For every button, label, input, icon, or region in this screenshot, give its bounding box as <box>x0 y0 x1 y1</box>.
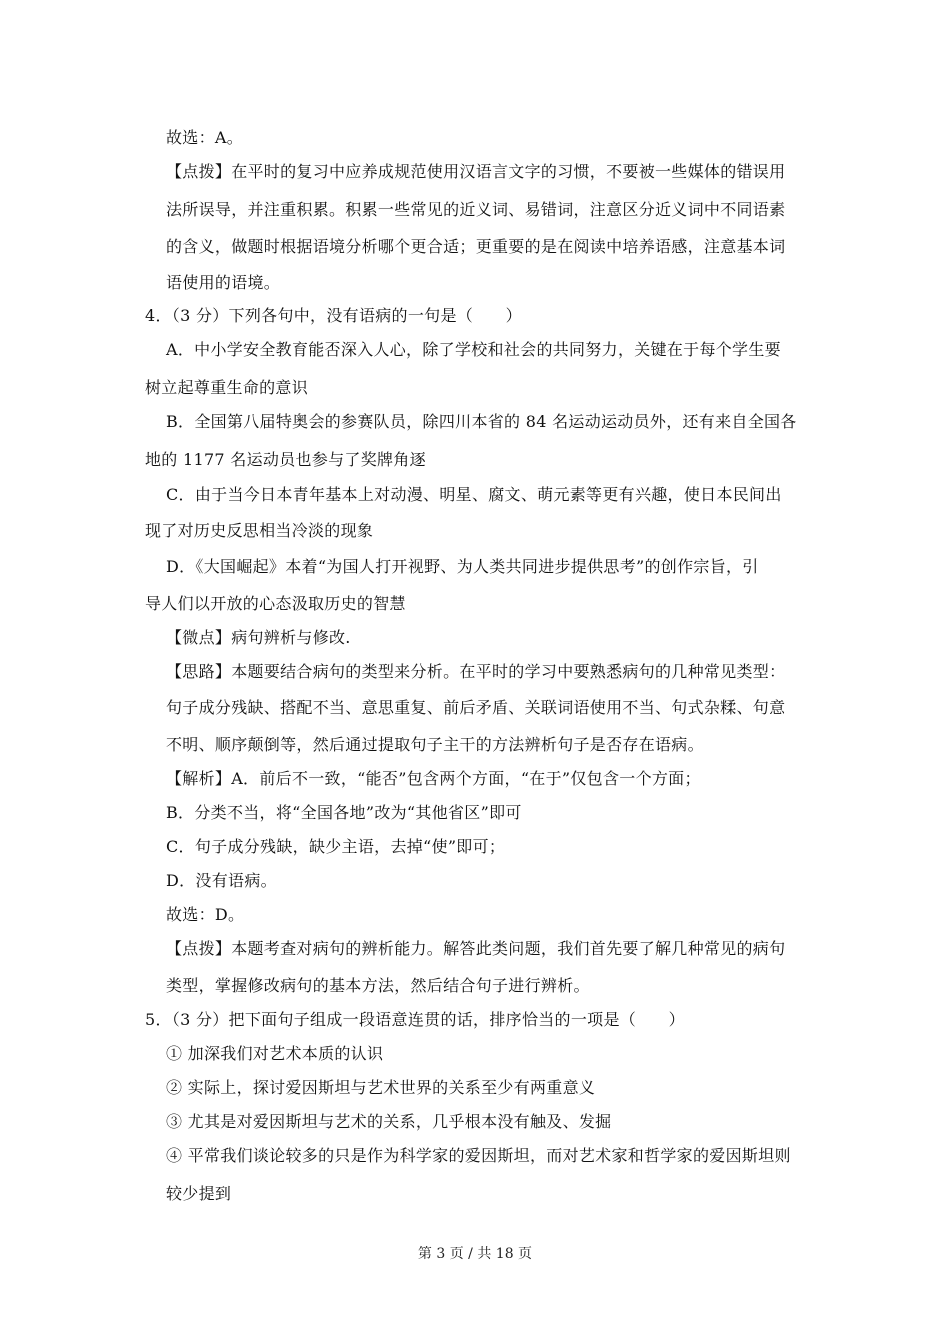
jiexi-line: B．分类不当，将“全国各地”改为“其他省区”即可 <box>166 803 522 822</box>
silu-line: 句子成分残缺、搭配不当、意思重复、前后矛盾、关联词语使用不当、句式杂糅、句意 <box>166 698 786 717</box>
jiexi-line: D．没有语病。 <box>166 871 277 890</box>
jiexi-line: C．句子成分残缺，缺少主语，去掉“使”即可； <box>166 837 506 856</box>
question-5-stem: 5．（3 分）把下面句子组成一段语意连贯的话，排序恰当的一项是（ ） <box>145 1010 685 1029</box>
tip-line: 语使用的语境。 <box>166 273 281 292</box>
sentence-2: ② 实际上，探讨爱因斯坦与艺术世界的关系至少有两重意义 <box>166 1078 596 1097</box>
answer-line: 故选：D。 <box>166 905 245 924</box>
page-footer: 第 3 页 / 共 18 页 <box>417 1246 533 1262</box>
option-a-cont: 树立起尊重生命的意识 <box>145 378 309 397</box>
tip-line: 类型，掌握修改病句的基本方法，然后结合句子进行辨析。 <box>166 976 590 995</box>
option-d-cont: 导人们以开放的心态汲取历史的智慧 <box>145 594 406 613</box>
jiexi-line: 【解析】A．前后不一致，“能否”包含两个方面，“在于”仅包含一个方面； <box>166 769 701 788</box>
tip-line: 法所误导，并注重积累。积累一些常见的近义词、易错词，注意区分近义词中不同语素 <box>166 200 786 219</box>
sentence-4-cont: 较少提到 <box>166 1184 232 1203</box>
option-d: D．《大国崛起》本着“为国人打开视野、为人类共同进步提供思考”的创作宗旨，引 <box>166 557 759 576</box>
silu-line: 【思路】本题要结合病句的类型来分析。在平时的学习中要熟悉病句的几种常见类型： <box>166 662 786 681</box>
sentence-3: ③ 尤其是对爱因斯坦与艺术的关系，几乎根本没有触及、发掘 <box>166 1112 612 1131</box>
silu-line: 不明、顺序颠倒等，然后通过提取句子主干的方法辨析句子是否存在语病。 <box>166 735 704 754</box>
sentence-4: ④ 平常我们谈论较多的只是作为科学家的爱因斯坦，而对艺术家和哲学家的爱因斯坦则 <box>166 1146 791 1165</box>
option-b-cont: 地的 1177 名运动员也参与了奖牌角逐 <box>145 450 426 469</box>
option-c-cont: 现了对历史反思相当冷淡的现象 <box>145 521 374 540</box>
tip-line: 【点拨】本题考查对病句的辨析能力。解答此类问题，我们首先要了解几种常见的病句 <box>166 939 786 958</box>
sentence-1: ① 加深我们对艺术本质的认识 <box>166 1044 384 1063</box>
option-b: B．全国第八届特奥会的参赛队员，除四川本省的 84 名运动运动员外，还有来自全国各 <box>166 412 797 431</box>
answer-line: 故选：A。 <box>166 128 244 147</box>
tip-line: 的含义，做题时根据语境分析哪个更合适；更重要的是在阅读中培养语感，注意基本词 <box>166 237 786 256</box>
question-4-stem: 4．（3 分）下列各句中，没有语病的一句是（ ） <box>145 306 522 325</box>
option-c: C．由于当今日本青年基本上对动漫、明星、腐文、萌元素等更有兴趣，使日本民间出 <box>166 485 782 504</box>
option-a: A．中小学安全教育能否深入人心，除了学校和社会的共同努力，关键在于每个学生要 <box>166 340 781 359</box>
weidian-line: 【微点】病句辨析与修改. <box>166 628 351 647</box>
tip-line: 【点拨】在平时的复习中应养成规范使用汉语言文字的习惯，不要被一些媒体的错误用 <box>166 162 786 181</box>
